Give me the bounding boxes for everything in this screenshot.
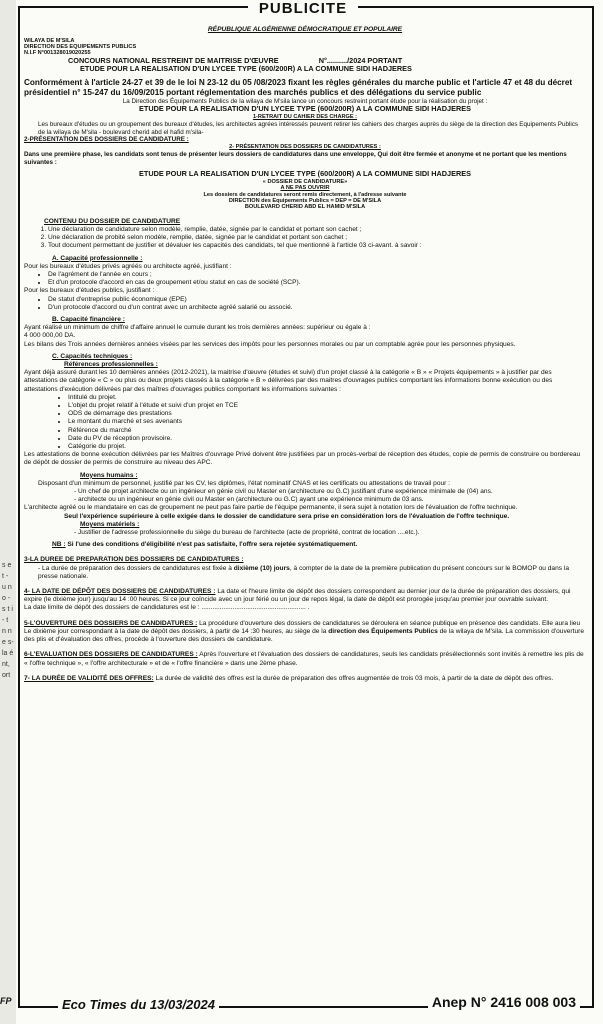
list-item: • Intitulé du projet. bbox=[68, 394, 586, 402]
announcement-body bbox=[24, 26, 586, 683]
evaluation-paragraph bbox=[24, 651, 586, 667]
remis-text: Les dossiers de candidatures seront remis directement, à l'adresse suivante bbox=[203, 191, 407, 198]
nb-label: NB : bbox=[52, 541, 66, 549]
cap-pro-intro2: Pour les bureaux d'études publics, justifiant : bbox=[24, 287, 155, 295]
cap-tech-title: C. Capacités techniques : bbox=[52, 352, 133, 360]
cap-fin-text2: Les bilans des Trois années dernières années visées par les services des impôts pour les personnes morales ou par un comptable agrée pour les personnes physiques. bbox=[24, 340, 516, 348]
evaluation-text: Après l'ouverture et l'évaluation des dossiers de candidatures, seuls les candidats présélectionnés sont invités à remettre les plis de « l'offre technique », « l'offre architecturale » et de « l'offre financière » dans une 2ème phase. bbox=[24, 651, 584, 667]
nb-line bbox=[24, 541, 586, 549]
presentation-text: Dans une première phase, les candidats sont tenus de présenter leurs dossiers de candidatures dans une enveloppe, Qui doit être fermée et anonyme et ne portant que les mentions suivantes : bbox=[24, 151, 567, 166]
fp-marker: FP bbox=[0, 996, 12, 1006]
publicite-heading: PUBLICITE bbox=[248, 0, 358, 17]
moyens-humains-title: Moyens humains : bbox=[80, 471, 138, 479]
footer bbox=[0, 994, 594, 1018]
direction: DIRECTION DES EQUIPEMENTS PUBLICS bbox=[24, 43, 137, 50]
retrait-text: Les bureaux d'études ou un groupement des bureaux d'études, les architectes agrées intéressés peuvent retirer les cahiers des charges auprès du siège de la direction des Equipements Publics de la wilaya de M'sila - boulevard cherid abd el hafid m'sila- bbox=[38, 121, 579, 136]
concours-title: CONCOURS NATIONAL RESTREINT DE MAITRISE D'ŒUVRE bbox=[68, 55, 279, 65]
republic-title: RÉPUBLIQUE ALGÉRIENNE DÉMOCRATIQUE ET POPULAIRE bbox=[207, 26, 403, 33]
moyens-materiels-list bbox=[24, 529, 586, 537]
list-item: • De l'agrément de l'année en cours ; bbox=[48, 271, 586, 279]
anep-number: Anep N° 2416 008 003 bbox=[428, 994, 580, 1010]
list-item: 3. Tout document permettant de justifier et dévaluer les capacités des candidats, tel que mentionné à l'article 03 ci-avant. à savoir : bbox=[48, 242, 586, 250]
list-item: • Référence du marché bbox=[68, 427, 586, 435]
list-item: • Le montant du marché et ses avenants bbox=[68, 418, 586, 426]
moyens-humains-text: Disposant d'un minimum de personnel, justifié par les CV, les diplômes, l'état nominatif CNAS et les certificats ou attestations de travail pour : bbox=[38, 479, 451, 487]
cap-fin-title: B. Capacité financière : bbox=[52, 315, 125, 323]
nif: N.I.F N°001328019020255 bbox=[24, 50, 91, 57]
concours-number: N°........../2024 PORTANT bbox=[318, 55, 403, 65]
validite-text: La durée de validité des offres est la durée de préparation des offres augmentée de trois 03 mois, à partir de la date de dépôt des offres. bbox=[155, 674, 554, 682]
duree-text: - La durée de préparation des dossiers de candidatures est fixée à dixième (10) jours, à compter de la date de la première publication du présent concours sur le BOMOP ou dans la presse nationale. bbox=[38, 564, 569, 580]
list-item: • D'un protocole d'accord ou d'un contrat avec un architecte agréé salarié ou associé. bbox=[48, 304, 586, 312]
ne-pas-ouvrir: A NE PAS OUVRIR bbox=[280, 185, 330, 192]
dossier-label: « DOSSIER DE CANDIDATURE» bbox=[262, 178, 348, 185]
ouverture-paragraph: 5-L'OUVERTURE DES DOSSIERS DE CANDIDATURES : La procédure d'ouverture des dossiers de candidatures se déroulera en séance publique en présence des candidats. Elle aura lieu Le dixième jour correspondant à la date de dépôt des dossiers, à partir de 14 :30 heures, au siège de la direction des Équipements Publics de la wilaya de M'sila. La commission d'ouverture des plis et d'évaluation des offres, procède à l'ouverture des dossiers de candidature. bbox=[24, 619, 584, 644]
left-page-margin bbox=[0, 0, 16, 1024]
list-item: • L'objet du projet relatif à l'étude et suivi d'un projet en TCE bbox=[68, 402, 586, 410]
cap-fin-amount: 4 000 000,00 DA. bbox=[24, 332, 76, 340]
cap-pro-list2 bbox=[24, 296, 586, 312]
etude-title-3: ETUDE POUR LA REALISATION D'UN LYCEE TYPE (600/200R) A LA COMMUNE SIDI HADJERES bbox=[139, 169, 471, 179]
presentation-title-b: 2- PRÉSENTATION DES DOSSIERS DE CANDIDATURES : bbox=[229, 143, 381, 150]
etude-title-1: ETUDE POUR LA REALISATION D'UN LYCEE TYPE (600/200R) A LA COMMUNE SIDI HADJERES bbox=[80, 64, 412, 74]
depot-title: 4- LA DATE DE DÉPÔT DES DOSSIERS DE CANDIDATURES : bbox=[24, 588, 216, 596]
nb-text: Si l'une des conditions d'éligibilité n'est pas satisfaite, l'offre sera rejetée systématiquement. bbox=[67, 541, 358, 549]
cap-fin-text1: Ayant réalisé un minimum de chiffre d'affaire annuel le cumule durant les trois dernières années: supérieur ou égale à : bbox=[24, 324, 371, 332]
boulevard: BOULEVARD CHERID ABD EL HAMID M'SILA bbox=[244, 204, 366, 211]
contenu-list bbox=[24, 226, 586, 251]
evaluation-title: 6-L'EVALUATION DES DOSSIERS DE CANDIDATURES : bbox=[24, 651, 198, 659]
cap-pro-intro1: Pour les bureaux d'études privés agréés ou architecte agréé, justifiant : bbox=[24, 262, 232, 270]
list-item: 2. Une déclaration de probité selon modèle, remplie, datée, signée par le candidat et portant son cachet ; bbox=[48, 234, 586, 242]
list-item: 1. Une déclaration de candidature selon modèle, remplie, datée, signée par le candidat et portant son cachet ; bbox=[48, 226, 586, 234]
cap-pro-title: A. Capacité professionnelle : bbox=[52, 254, 143, 262]
depot-limite: La date limite de dépôt des dossiers de candidatures est le : ......................................................... . bbox=[24, 604, 310, 612]
etude-title-2: ETUDE POUR LA REALISATION D'UN LYCEE TYPE (600/200R) A LA COMMUNE SIDI HADJERES bbox=[139, 104, 471, 114]
presentation-title-a: 2-PRÉSENTATION DES DOSSIERS DE CANDIDATURE : bbox=[24, 136, 189, 144]
duree-title: 3-LA DUREE DE PREPARATION DES DOSSIERS DE CANDIDATURES : bbox=[24, 556, 244, 564]
list-item: - architecte ou un ingénieur en génie civil ou Master en (architecture ou G.C) ayant une expérience minimum de 03 ans. bbox=[78, 496, 586, 504]
list-item: • Date du PV de réception provisoire. bbox=[68, 435, 586, 443]
seul-text: Seul l'expérience supérieure à celle exigée dans le dossier de candidature sera prise en considération lors de l'évaluation de l'offre technique. bbox=[64, 512, 510, 520]
list-item: • Catégorie du projet. bbox=[68, 443, 586, 451]
depot-text: La date et l'heure limite de dépôt des dossiers correspondent au dernier jour de la durée de préparation des dossiers, qui expire (le dixième jour) jusqu'au 14 :00 heures. Si ce jour coïncide avec un jour férié ou un jour de repos légal, la date de dépôt est prorogée jusqu'au premier jour ouvrable suivant. bbox=[24, 588, 571, 604]
ref-pro-list bbox=[24, 394, 586, 451]
cap-pro-list1 bbox=[24, 271, 586, 287]
list-item: • De statut d'entreprise public économique (EPE) bbox=[48, 296, 586, 304]
footer-rule-middle bbox=[235, 1006, 415, 1008]
attestations-text: Les attestations de bonne exécution délivrées par les Maîtres d'ouvrage Privé doivent être justifiées par un procès-verbal de réception des études, copie de permis de construire ou bordereau de dépôt de dossier de permis de construire au niveau des APC. bbox=[24, 451, 581, 467]
depot-paragraph bbox=[24, 588, 586, 604]
moyens-materiels-title: Moyens matériels : bbox=[80, 520, 140, 528]
architecte-note: L'architecte agréé ou le mandataire en cas de groupement ne peut pas faire partie de l'équipe permanente, il sera sujet à notation lors de l'évaluation de l'offre technique. bbox=[24, 504, 518, 512]
conformement: Conformément à l'article 24-27 et 39 de le loi N 23-12 du 05 /08/2023 fixant les règles générales du marche public et l'article 47 et 48 du décret présidentiel n° 15-247 du 16/09/2015 portant réglementation des marchés publics et des délégations du service public bbox=[24, 77, 573, 97]
retrait-title: 1-RETRAIT DU CAHIER DES CHARGE : bbox=[252, 113, 358, 120]
ouverture-title: 5-L'OUVERTURE DES DOSSIERS DE CANDIDATURES : bbox=[24, 619, 198, 627]
adjacent-column-fragment: s e t - u n o - s t i - t n n e s- la é nt, ort bbox=[2, 562, 14, 679]
list-item: • ODS de démarrage des prestations bbox=[68, 410, 586, 418]
newspaper-name: Eco Times du 13/03/2024 bbox=[58, 997, 219, 1012]
direction-address: DIRECTION des Equipements Publics = DEP = DE M'SILA bbox=[228, 197, 382, 204]
list-item: - Justifier de l'adresse professionnelle du siège du bureau de l'architecte (acte de propriété, contrat de location ....etc.). bbox=[78, 529, 586, 537]
moyens-humains-list bbox=[24, 488, 586, 504]
ref-pro-text: Ayant déjà assuré durant les 10 dernières années (2012-2021), la maitrise d'œuvre (études et suivi) d'un projet classé à la catégorie « B » « Projets équipements » à justifier par des attestations de catégorie « C » ou plus ou deux projets classés à la catégorie « B » délivrées par des maitres d'ouvrages publics comportant les informations bonne exécution ou des attestations d'exécution délivrées par des maîtres d'ouvrages publics comportant les informations suivantes : bbox=[24, 369, 553, 393]
validite-paragraph bbox=[24, 675, 586, 683]
list-item: • Et d'un protocole d'accord en cas de groupement et/ou statut en cas de société (SCP). bbox=[48, 279, 586, 287]
ref-pro-title: Références professionnelles : bbox=[64, 361, 158, 368]
list-item: - Un chef de projet architecte ou un ingénieur en génie civil ou Master en (architecture ou G.C) justifiant d'une expérience minimale de (04) ans. bbox=[78, 488, 586, 496]
wilaya: WILAYA DE M'SILA bbox=[24, 37, 75, 44]
intro: La Direction des Équipements Publics de la wilaya de M'sila lance un concours restreint portant étude pour la réalisation du projet : bbox=[122, 97, 488, 105]
contenu-title: CONTENU DU DOSSIER DE CANDIDATURE bbox=[44, 217, 181, 225]
validite-title: 7- LA DURÉE DE VALIDITÉ DES OFFRES: bbox=[24, 674, 154, 682]
